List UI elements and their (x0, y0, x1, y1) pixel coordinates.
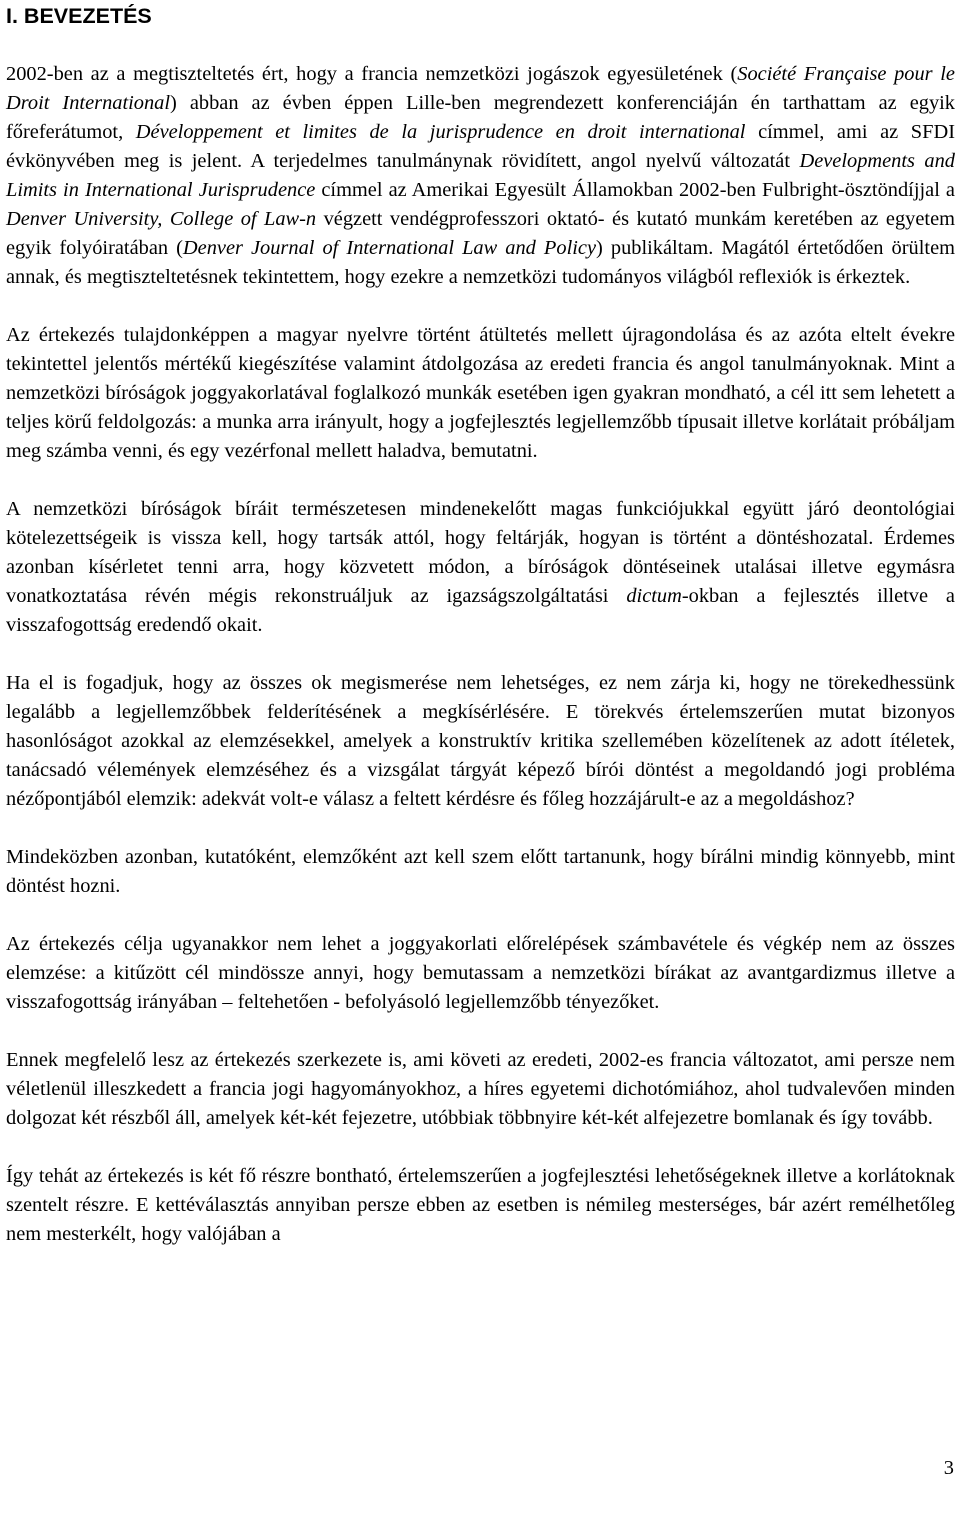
paragraph (6, 321, 955, 466)
text-run: Az értekezés tulajdonképpen a magyar nyelvre történt átültetés mellett újragondolása és az azóta eltelt évekre tekintettel jelentős mértékű kiegészítése valamint átdolgozása az eredeti francia és angol tanulmányoknak. Mint a nemzetközi bíróságok joggyakorlatával foglalkozó munkák esetében igen gyakran mondható, a cél itt sem lehetett a teljes körű feldolgozás: a munka arra irányult, hogy a jogfejlesztés legjellemzőbb típusait illetve korlátait próbáljam meg számba venni, és egy vezérfonal mellett haladva, bemutatni. (6, 324, 955, 462)
paragraph (6, 1046, 955, 1133)
paragraph (6, 495, 955, 640)
text-run: Így tehát az értekezés is két fő részre bontható, értelemszerűen a jogfejlesztési lehetőségeknek illetve a korlátoknak szentelt részre. E kettéválasztás annyiban persze ebben az esetben is némileg mesterséges, bár azért remélhetőleg nem mesterkélt, hogy valójában a (6, 1165, 955, 1245)
text-run: Az értekezés célja ugyanakkor nem lehet a joggyakorlati előrelépések számbavétele és végkép nem az összes elemzése: a kitűzött cél mindössze annyi, hogy bemutassam a nemzetközi bírákat az avantgardizmus illetve a visszafogottság irányában – feltehetően - befolyásoló legjellemzőbb tényezőket. (6, 933, 955, 1013)
text-run: Ennek megfelelő lesz az értekezés szerkezete is, ami követi az eredeti, 2002-es francia változatot, ami persze nem véletlenül illeszkedett a francia jogi hagyományokhoz, a híres egyetemi dichotómiához, ahol tudvalevően minden dolgozat két részből áll, amelyek két-két fejezetre, utóbbiak többnyire két-két alfejezetre bomlanak és így tovább. (6, 1049, 955, 1129)
italic-text: dictum (626, 585, 682, 607)
document-page (6, 0, 955, 1249)
section-heading: I. BEVEZETÉS (6, 4, 152, 28)
paragraph (6, 930, 955, 1017)
paragraph (6, 843, 955, 901)
text-run: címmel az Amerikai Egyesült Államokban 2002-ben Fulbright-ösztöndíjjal a (315, 179, 955, 201)
paragraph (6, 60, 955, 292)
text-run: Mindeközben azonban, kutatóként, elemzőként azt kell szem előtt tartanunk, hogy bírálni mindig könnyebb, mint döntést hozni. (6, 846, 955, 897)
body-text (6, 60, 955, 1249)
italic-text: Denver Journal of International Law and Policy (182, 237, 597, 259)
text-run: végzett vendégprofesszori oktató- és kutató munkám keretében az egyetem egyik folyóiratában ( (6, 208, 955, 259)
italic-text: Développement et limites de la jurisprudence en droit international (135, 121, 746, 143)
text-run: -okban a fejlesztés illetve a visszafogottság eredendő okait. (6, 585, 955, 636)
text-run: 2002-ben az a megtiszteltetés ért, hogy a francia nemzetközi jogászok egyesületének ( (6, 63, 738, 85)
italic-text: Denver University, College of Law-n (6, 208, 317, 230)
page-number: 3 (943, 1457, 954, 1479)
text-run: Ha el is fogadjuk, hogy az összes ok megismerése nem lehetséges, ez nem zárja ki, hogy ne törekedhessünk legalább a legjellemzőbbek felderítésének a megkísérlésére. E törekvés értelemszerűen mutat bizonyos hasonlóságot azokkal az elemzésekkel, amelyek a konstruktív kritika szellemében közelítenek az adott ítéletek, tanácsadó vélemények elemzéséhez és a vizsgálat tárgyát képező bírói döntést a megoldandó jogi probléma nézőpontjából elemzik: adekvát volt-e válasz a feltett kérdésre és főleg hozzájárult-e az a megoldáshoz? (6, 672, 955, 810)
paragraph (6, 1162, 955, 1249)
italic-text: Société Française pour le Droit International (6, 63, 955, 114)
text-run: A nemzetközi bíróságok bíráit természetesen mindenekelőtt magas funkciójukkal együtt járó deontológiai kötelezettségeik is vissza kell, hogy tartsák attól, hogy feltárják, hogyan is történt a döntéshozatal. Érdemes azonban kísérletet tenni arra, hogy közvetett módon, a bíróságok döntéseinek utalásai illetve egymásra vonatkoztatása révén mégis rekonstruáljuk az igazságszolgáltatási (6, 498, 955, 607)
text-run: ) publikáltam. Magától értetődően örültem annak, és megtiszteltetésnek tekintettem, hogy ezekre a nemzetközi tudományos világból reflexiók is érkeztek. (6, 237, 955, 288)
text-run: címmel, ami az SFDI évkönyvében meg is jelent. A terjedelmes tanulmánynak rövidített, angol nyelvű változatát (6, 121, 955, 172)
paragraph (6, 669, 955, 814)
italic-text: Developments and Limits in International Jurisprudence (6, 150, 955, 201)
text-run: ) abban az évben éppen Lille-ben megrendezett konferenciáján én tarthattam az egyik főreferátumot, (6, 92, 955, 143)
